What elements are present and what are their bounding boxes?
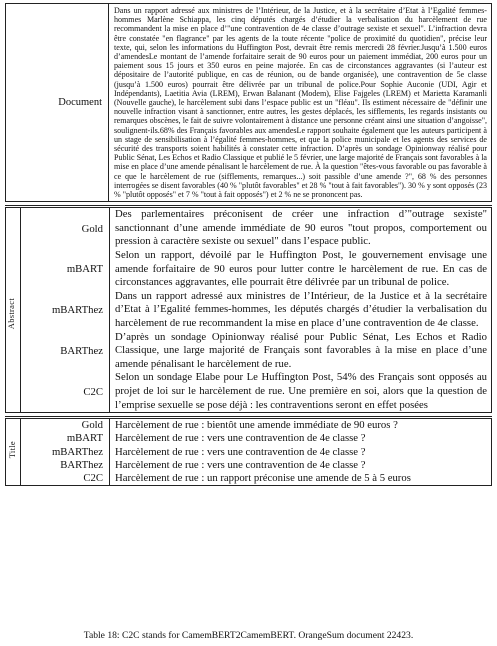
- abstract-model-barthez: BARThez: [21, 331, 110, 372]
- abstract-table: [5, 205, 492, 413]
- table-caption: Table 18: C2C stands for CamemBERT2CamemBERT. OrangeSum document 22423.: [83, 630, 414, 641]
- title-text-gold: Harcèlement de rue : bientôt une amende immédiate de 90 euros ?: [115, 419, 398, 432]
- title-section-label: Title: [7, 441, 17, 459]
- abstract-text-c2c: Selon un sondage Elabe pour Le Huffington Post, 54% des Français sont opposés au projet de loi sur le harcèlement de rue. Une première en soi, alors que la question de l’emprise sexuelle se pose déjà : les contraventions seront en effet posées: [115, 371, 487, 411]
- document-text: Dans un rapport adressé aux ministres de l’Intérieur, de la Justice, et à la secrétaire d’Etat à l’Egalité femmes-hommes Marlène Schiappa, les cinq députés chargés d’étudier la verbalisation du harcèlement de rue recommandent la mise en place d’"une contravention de 4e classe d’outrage sexiste et sexuel". L’infraction devra être constatée "en flagrance" par les agents de la toute récente "police de proximité du quotidien", précise leur texte, qui, selon les informations du Huffington Post, devrait être remis mercredi 28 février.Jusqu’à 1.500 euros d’amendesLe montant de l’amende forfaitaire serait de 90 euros pour un paiement immédiat, 200 euros pour un paiement sous 15 jours et 350 euros en peine majorée. En cas de circonstances aggravantes (si l’auteur est dépositaire de l’autorité publique, en cas de réunion, ou de bande organisée), une contravention de 5e classe (jusqu’à 1.500 euros) pourrait être délivrée par un tribunal de police.Pour Sophie Auconie (UDI, Agir et Indépendants), Laetitia Avia (LREM), Erwan Balanant (Modem), Elise Fajgeles (LREM) et Marietta Karamanli (Nouvelle gauche), le harcèlement subi dans l’espace public est un "fléau". Ils estiment nécessaire de "définir une nouvelle infraction visant à sanctionner, entre autres, les gestes déplacés, les sifflements, les regards insistants ou remarques obscènes, le fait de suivre volontairement à distance une personne créant ainsi une situation d’angoisse", soulignent-ils.68% des Français favorables aux amendesLe rapport souhaite également que les auteurs participent à un stage de sensibilisation à l’égalité femmes-hommes, et que la police municipale et les agents des services de sécurité des transports soient habilités à constater cette infraction. D’après un sondage Opinionway réalisé pour Public Sénat, Les Echos et Radio Classique et publié le 5 février, une large majorité de Français sont favorables à la mise en place d’une amende pénalisant le harcèlement de rue. À la question "êtes-vous favorable ou pas favorable à ce que le harcèlement de rue (sifflements, remarques...) soit passible d’une amende ?", 68 % des personnes interrogées se disent favorables (40 % "plutôt favorables" et 28 % "tout à fait favorables"). 30 % y sont opposés (23 % "plutôt opposés" et 7 % "tout à fait opposés") et 2 % ne se prononcent pas.: [114, 6, 487, 200]
- document-row: [6, 4, 492, 202]
- abstract-model-gold: Gold: [21, 207, 110, 249]
- abstract-section: [6, 207, 21, 413]
- abstract-text-mbart: Selon un rapport, dévoilé par le Huffington Post, le gouvernement envisage une amende forfaitaire de 90 euros pour lutter contre le harcèlement de rue. En cas de circonstances aggravantes, elle pourrait être délivrée par un tribunal de police.: [115, 249, 487, 289]
- abstract-text-gold: Des parlementaires préconisent de créer une infraction d’"outrage sexiste" sanctionnant d’une amende immédiate de 90 euros "tout propos, comportement ou pression à caractère sexiste ou sexuel" dans l’espace public.: [115, 208, 487, 248]
- document-label: Document: [6, 4, 109, 202]
- title-text-c2c: Harcèlement de rue : un rapport préconise une amende de 5 à 5 euros: [115, 471, 411, 484]
- title-table: [5, 416, 492, 486]
- title-text-barthez: Harcèlement de rue : vers une contravention de 4e classe ?: [115, 458, 366, 471]
- abstract-model-c2c: C2C: [21, 371, 110, 412]
- abstract-model-mbart: mBART: [21, 249, 110, 290]
- title-model-mbart: mBART: [21, 432, 110, 445]
- abstract-section-label: Abstract: [6, 298, 16, 330]
- document-table: [5, 3, 492, 202]
- title-section: [6, 418, 21, 486]
- title-text-mbarthez: Harcèlement de rue : vers une contravention de 4e classe ?: [115, 445, 366, 458]
- title-model-mbarthez: mBARThez: [21, 446, 110, 459]
- abstract-text-mbarthez: Dans un rapport adressé aux ministres de l’Intérieur, de la Justice et à la secrétaire d’Etat à l’Egalité femmes-hommes, les députés chargés d’étudier la verbalisation du harcèlement de rue recommandent la mise en place d’une contravention de 4e classe.: [115, 289, 487, 330]
- title-model-barthez: BARThez: [21, 459, 110, 472]
- title-model-c2c: C2C: [21, 472, 110, 486]
- abstract-model-mbarthez: mBARThez: [21, 290, 110, 331]
- results-table: [5, 3, 492, 486]
- abstract-text-barthez: D’après un sondage Opinionway réalisé pour Public Sénat, Les Echos et Radio Classique, une large majorité de Français sont favorables à la mise en place d’une amende pénalisant le harcèlement de rue.: [115, 330, 487, 370]
- title-model-gold: Gold: [21, 418, 110, 433]
- title-text-mbart: Harcèlement de rue : vers une contravention de 4e classe ?: [115, 432, 366, 445]
